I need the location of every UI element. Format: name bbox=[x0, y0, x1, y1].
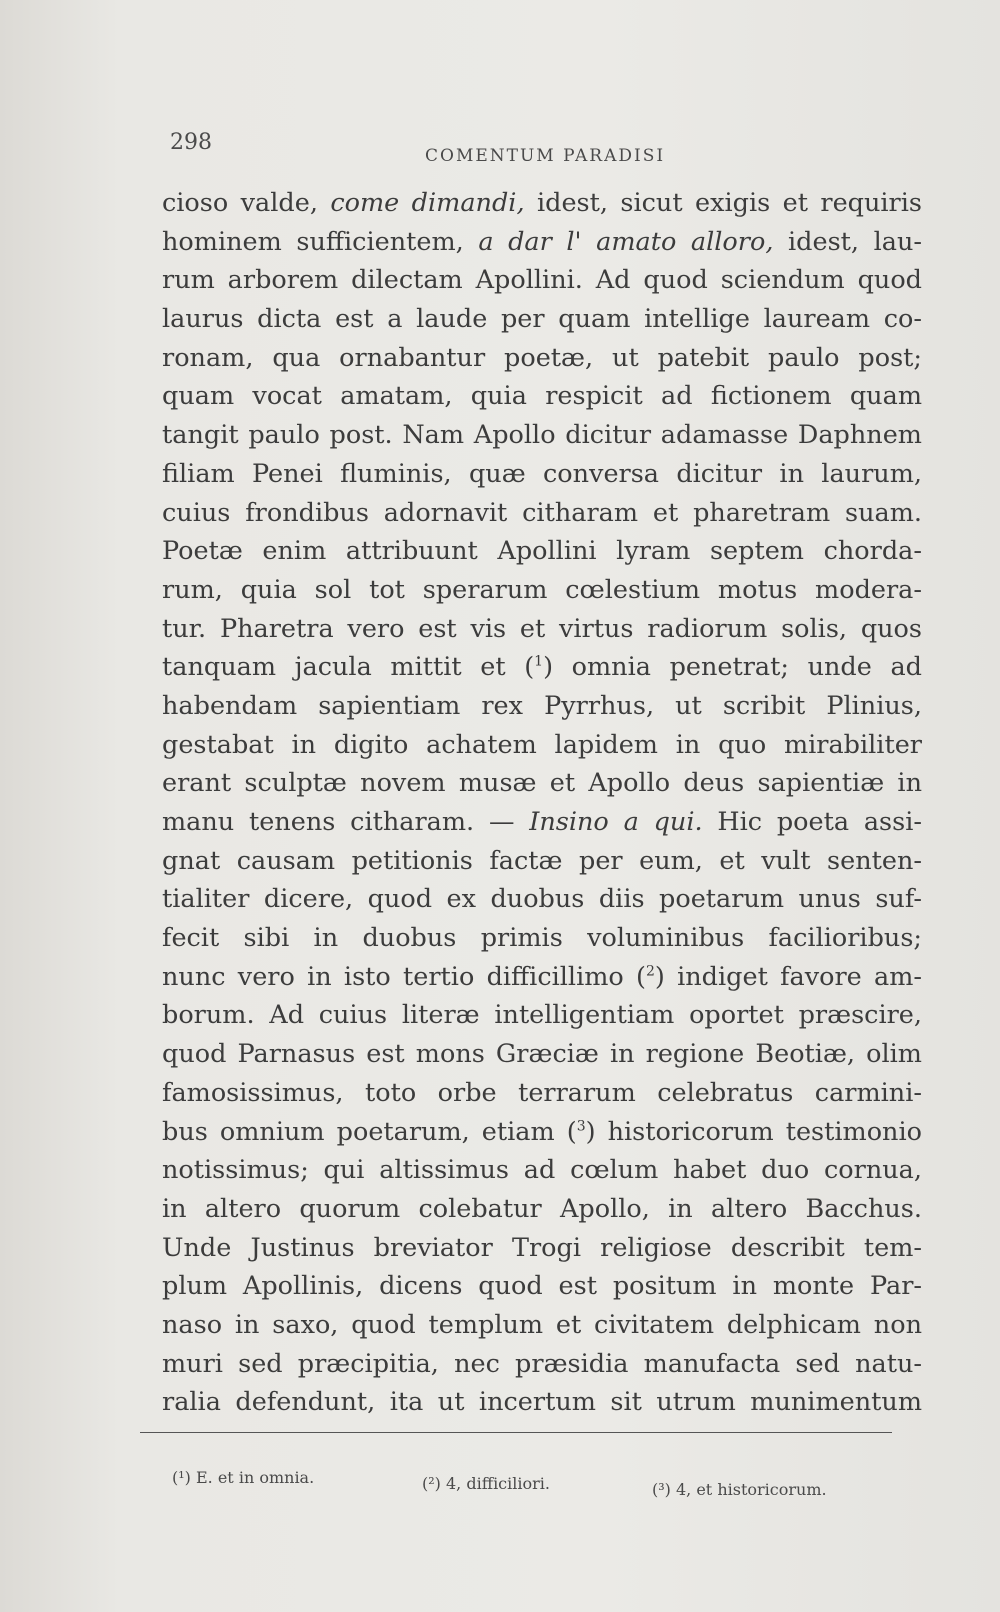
text-line bbox=[162, 996, 922, 1035]
text-run: ) indiget favore am- bbox=[654, 961, 922, 992]
text-run: habendam sapientiam rex Pyrrhus, ut scribit Plinius, bbox=[162, 690, 922, 721]
page-number: 298 bbox=[170, 130, 212, 155]
text-line bbox=[162, 958, 922, 997]
text-line bbox=[162, 880, 922, 919]
text-line bbox=[162, 571, 922, 610]
text-line bbox=[162, 1267, 922, 1306]
italic-quote: a dar l' amato alloro, bbox=[478, 226, 774, 257]
text-line bbox=[162, 339, 922, 378]
text-run: muri sed præcipitia, nec præsidia manufacta sed natu- bbox=[162, 1348, 922, 1379]
text-run: tanquam jacula mittit et ( bbox=[162, 652, 535, 683]
text-line bbox=[162, 300, 922, 339]
text-run: idest, lau- bbox=[773, 226, 922, 257]
text-run: ) omnia penetrat; unde ad bbox=[543, 652, 922, 683]
text-run: Unde Justinus breviator Trogi religiose describit tem- bbox=[162, 1232, 922, 1263]
text-line bbox=[162, 726, 922, 765]
footnotes bbox=[172, 1468, 892, 1498]
main-text-block bbox=[162, 184, 922, 1422]
text-run: idest, sicut exigis et requiris bbox=[524, 188, 922, 218]
text-run: filiam Penei fluminis, quæ conversa dicitur in laurum, bbox=[162, 458, 922, 489]
text-line bbox=[162, 803, 922, 842]
text-line bbox=[162, 377, 922, 416]
text-run: famosissimus, toto orbe terrarum celebratus carmini- bbox=[162, 1077, 922, 1108]
text-line bbox=[162, 1190, 922, 1229]
text-run: hominem sufficientem, bbox=[162, 226, 479, 257]
text-run: naso in saxo, quod templum et civitatem delphicam non bbox=[162, 1309, 922, 1340]
text-line bbox=[162, 532, 922, 571]
footnote-ref: 3 bbox=[576, 1118, 586, 1134]
text-line bbox=[162, 1151, 922, 1190]
text-run: quam vocat amatam, quia respicit ad fictionem quam bbox=[162, 381, 922, 412]
text-run: Hic poeta assi- bbox=[702, 807, 922, 837]
text-line bbox=[162, 184, 922, 223]
text-line bbox=[162, 648, 922, 687]
text-run: plum Apollinis, dicens quod est positum in monte Par- bbox=[162, 1271, 922, 1302]
text-run: gestabat in digito achatem lapidem in quo mirabiliter bbox=[162, 729, 922, 760]
text-run: rum, quia sol tot sperarum cœlestium motus modera- bbox=[162, 574, 922, 605]
footnote-divider bbox=[140, 1432, 892, 1433]
text-line bbox=[162, 416, 922, 455]
text-run: gnat causam petitionis factæ per eum, et vult senten- bbox=[162, 845, 922, 876]
text-run: Poetæ enim attribuunt Apollini lyram septem chorda- bbox=[162, 536, 922, 567]
text-line bbox=[162, 1306, 922, 1345]
text-run: bus omnium poetarum, etiam ( bbox=[162, 1116, 577, 1147]
text-line bbox=[162, 1035, 922, 1074]
text-run: rum arborem dilectam Apollini. Ad quod sciendum quod bbox=[162, 265, 922, 296]
text-run: erant sculptæ novem musæ et Apollo deus sapientiæ in bbox=[162, 768, 922, 799]
text-line bbox=[162, 610, 922, 649]
text-run: borum. Ad cuius literæ intelligentiam oportet præscire, bbox=[162, 1000, 922, 1031]
text-line bbox=[162, 1113, 922, 1152]
text-run: quod Parnasus est mons Græciæ in regione Beotiæ, olim bbox=[162, 1039, 922, 1070]
text-run: nunc vero in isto tertio difficillimo ( bbox=[162, 961, 646, 992]
text-run: tur. Pharetra vero est vis et virtus radiorum solis, quos bbox=[162, 613, 922, 644]
text-run: tangit paulo post. Nam Apollo dicitur adamasse Daphnem bbox=[162, 420, 922, 451]
text-run: ) historicorum testimonio bbox=[585, 1116, 922, 1147]
text-line bbox=[162, 494, 922, 533]
text-run: laurus dicta est a laude per quam intellige lauream co- bbox=[162, 304, 922, 335]
text-line bbox=[162, 919, 922, 958]
text-line bbox=[162, 1345, 922, 1384]
italic-quote: come dimandi, bbox=[330, 188, 525, 218]
text-run: ralia defendunt, ita ut incertum sit utrum munimentum bbox=[162, 1387, 922, 1418]
text-run: fecit sibi in duobus primis voluminibus facilioribus; bbox=[162, 923, 922, 954]
page-header bbox=[170, 130, 920, 170]
text-run: tialiter dicere, quod ex duobus diis poetarum unus suf- bbox=[162, 884, 922, 915]
text-line bbox=[162, 223, 922, 262]
text-line bbox=[162, 1383, 922, 1422]
footnote-ref: 2 bbox=[645, 963, 655, 980]
text-line bbox=[162, 687, 922, 726]
running-head: COMENTUM PARADISI bbox=[425, 146, 666, 166]
text-run: in altero quorum colebatur Apollo, in altero Bacchus. bbox=[162, 1193, 922, 1224]
italic-quote: Insino a qui. bbox=[529, 807, 703, 837]
text-line bbox=[162, 842, 922, 881]
text-line bbox=[162, 455, 922, 494]
text-line bbox=[162, 1074, 922, 1113]
text-run: cioso valde, bbox=[162, 188, 331, 218]
text-line bbox=[162, 1229, 922, 1268]
footnote-ref: 1 bbox=[534, 653, 544, 670]
footnote-3: (³) 4, et historicorum. bbox=[652, 1480, 827, 1499]
footnote-1: (¹) E. et in omnia. bbox=[172, 1468, 315, 1487]
text-run: manu tenens citharam. — bbox=[162, 807, 530, 837]
text-run: cuius frondibus adornavit citharam et pharetram suam. bbox=[162, 497, 922, 528]
text-line bbox=[162, 764, 922, 803]
text-run: ronam, qua ornabantur poetæ, ut patebit paulo post; bbox=[162, 342, 922, 373]
text-run: notissimus; qui altissimus ad cœlum habet duo cornua, bbox=[162, 1155, 922, 1186]
text-line bbox=[162, 261, 922, 300]
footnote-2: (²) 4, difficiliori. bbox=[422, 1474, 550, 1493]
